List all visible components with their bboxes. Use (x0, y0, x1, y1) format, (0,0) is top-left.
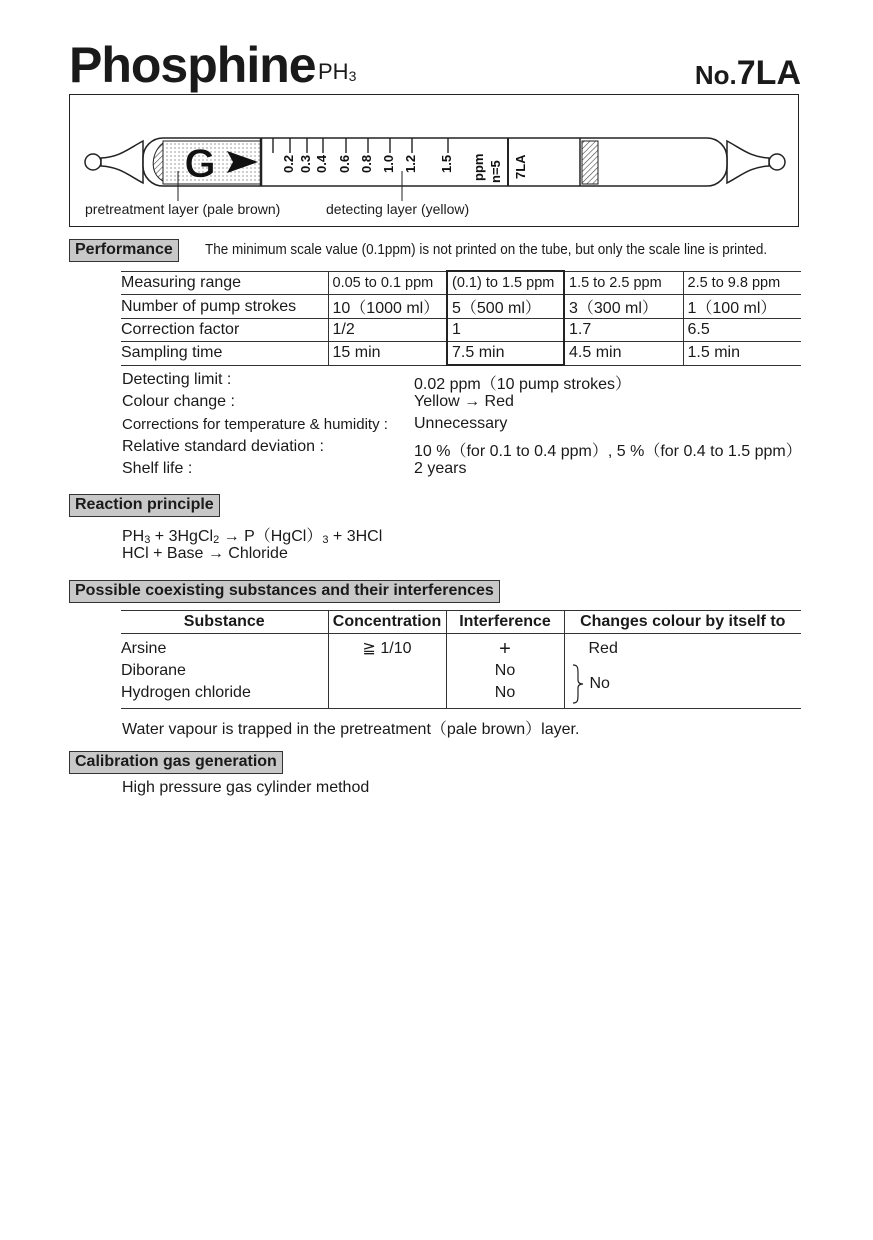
colour-value: No (589, 675, 610, 692)
table-cell: 1/2 (328, 319, 447, 342)
pretreatment-caption: pretreatment layer (pale brown) (85, 201, 281, 217)
left-tube-tip (85, 154, 101, 170)
substance-name: Arsine (121, 640, 167, 657)
equation-subscript: 3 (144, 534, 151, 546)
right-plug (582, 141, 598, 184)
tube-number (695, 54, 801, 93)
table-row (121, 634, 801, 709)
brace-icon (571, 664, 585, 711)
scale-mark: 0.8 (359, 154, 374, 173)
concentration-cell (328, 634, 446, 709)
interference-value: + (499, 638, 511, 660)
performance-table (121, 270, 801, 366)
rsd-value: 10 %（for 0.1 to 0.4 ppm）, 5 %（for 0.4 to 1.5 ppm） (414, 443, 802, 460)
interference-note: Water vapour is trapped in the pretreatment（pale brown）layer. (122, 721, 580, 738)
right-taper (727, 141, 769, 183)
table-cell: 4.5 min (564, 342, 683, 366)
equation-part: + 3HgCl (150, 528, 214, 545)
colour-value: Red (588, 640, 618, 657)
right-tube-tip (769, 154, 785, 170)
corrections-label: Corrections for temperature & humidity : (122, 416, 388, 433)
table-cell: 1.7 (564, 319, 683, 342)
detecting-caption: detecting layer (yellow) (326, 201, 470, 217)
performance-note: The minimum scale value (0.1ppm) is not printed on the tube, but only the scale line is printed. (205, 242, 768, 258)
table-cell: 3（300 ml） (564, 295, 683, 319)
page-title: Phosphine (69, 37, 316, 93)
column-header: Interference (446, 611, 564, 634)
table-cell: 1（100 ml） (683, 295, 801, 319)
tube-illustration (69, 94, 799, 227)
formula-subscript: 3 (348, 68, 357, 84)
table-row (121, 342, 801, 366)
reaction-equation-1 (122, 523, 382, 546)
equation-subscript: 2 (213, 534, 220, 546)
equation-subscript: 3 (322, 534, 329, 546)
table-cell: 2.5 to 9.8 ppm (683, 271, 801, 295)
table-cell: 1.5 to 2.5 ppm (564, 271, 683, 295)
stroke-count: n=5 (488, 160, 503, 183)
table-cell: 0.05 to 0.1 ppm (328, 271, 447, 295)
interference-value: No (494, 662, 516, 679)
corrections-value: Unnecessary (414, 415, 508, 432)
table-cell: 15 min (328, 342, 447, 366)
interference-cell (446, 634, 564, 709)
table-cell: 1 (447, 319, 564, 342)
column-header: Concentration (328, 611, 446, 634)
reaction-equation-2: HCl + Base → Chloride (122, 545, 288, 562)
scale-mark: 0.2 (281, 154, 296, 173)
concentration-value: ≧ 1/10 (362, 640, 412, 657)
table-cell: (0.1) to 1.5 ppm (447, 271, 564, 295)
table-cell: Number of pump strokes (121, 295, 328, 319)
equation-part: + 3HCl (328, 528, 383, 545)
tube-number-prefix: No. (694, 60, 737, 90)
scale-mark: 0.6 (337, 154, 352, 173)
scale-mark: 1.2 (403, 154, 418, 173)
table-header-row (121, 611, 801, 634)
table-cell: Sampling time (121, 342, 328, 366)
calibration-heading: Calibration gas generation (69, 751, 283, 774)
table-cell: 7.5 min (447, 342, 564, 366)
calibration-method: High pressure gas cylinder method (122, 779, 370, 796)
table-row (121, 319, 801, 342)
substance-name: Hydrogen chloride (121, 684, 251, 701)
interference-table (121, 610, 801, 709)
table-cell: Correction factor (121, 319, 328, 342)
logo-g-icon: G (184, 142, 216, 186)
formula-main: PH (318, 59, 349, 84)
interference-value: No (494, 684, 516, 701)
colour-change-value: Yellow → Red (414, 393, 514, 410)
scale-mark: 0.4 (314, 154, 329, 173)
table-cell: 10（1000 ml） (328, 295, 447, 319)
scale-unit: ppm (471, 153, 486, 181)
detecting-limit-label: Detecting limit : (122, 371, 232, 388)
chemical-formula (318, 59, 356, 85)
table-cell: 5（500 ml） (447, 295, 564, 319)
table-row (121, 271, 801, 295)
reaction-heading: Reaction principle (69, 494, 220, 517)
equation-part: → P（HgCl） (219, 528, 323, 545)
tube-code-label: 7LA (513, 154, 528, 179)
rsd-label: Relative standard deviation : (122, 438, 324, 455)
interference-heading: Possible coexisting substances and their interferences (69, 580, 500, 603)
colour-change-label: Colour change : (122, 393, 235, 410)
shelf-life-label: Shelf life : (122, 460, 193, 477)
performance-heading: Performance (69, 239, 179, 262)
left-taper (101, 141, 143, 183)
tube-number-code: 7LA (736, 54, 801, 92)
detecting-limit-value: 0.02 ppm（10 pump strokes） (414, 376, 631, 393)
shelf-life-value: 2 years (414, 460, 467, 477)
scale-mark: 0.3 (298, 154, 313, 173)
table-cell: 6.5 (683, 319, 801, 342)
equation-part: PH (122, 528, 145, 545)
colour-change-cell (564, 634, 801, 709)
substance-name: Diborane (121, 662, 186, 679)
column-header: Substance (121, 611, 328, 634)
scale-mark: 1.0 (381, 154, 396, 173)
table-cell: 1.5 min (683, 342, 801, 366)
substance-cell (121, 634, 328, 709)
table-cell: Measuring range (121, 271, 328, 295)
table-row (121, 295, 801, 319)
scale-mark: 1.5 (439, 154, 454, 173)
column-header: Changes colour by itself to (564, 611, 801, 634)
